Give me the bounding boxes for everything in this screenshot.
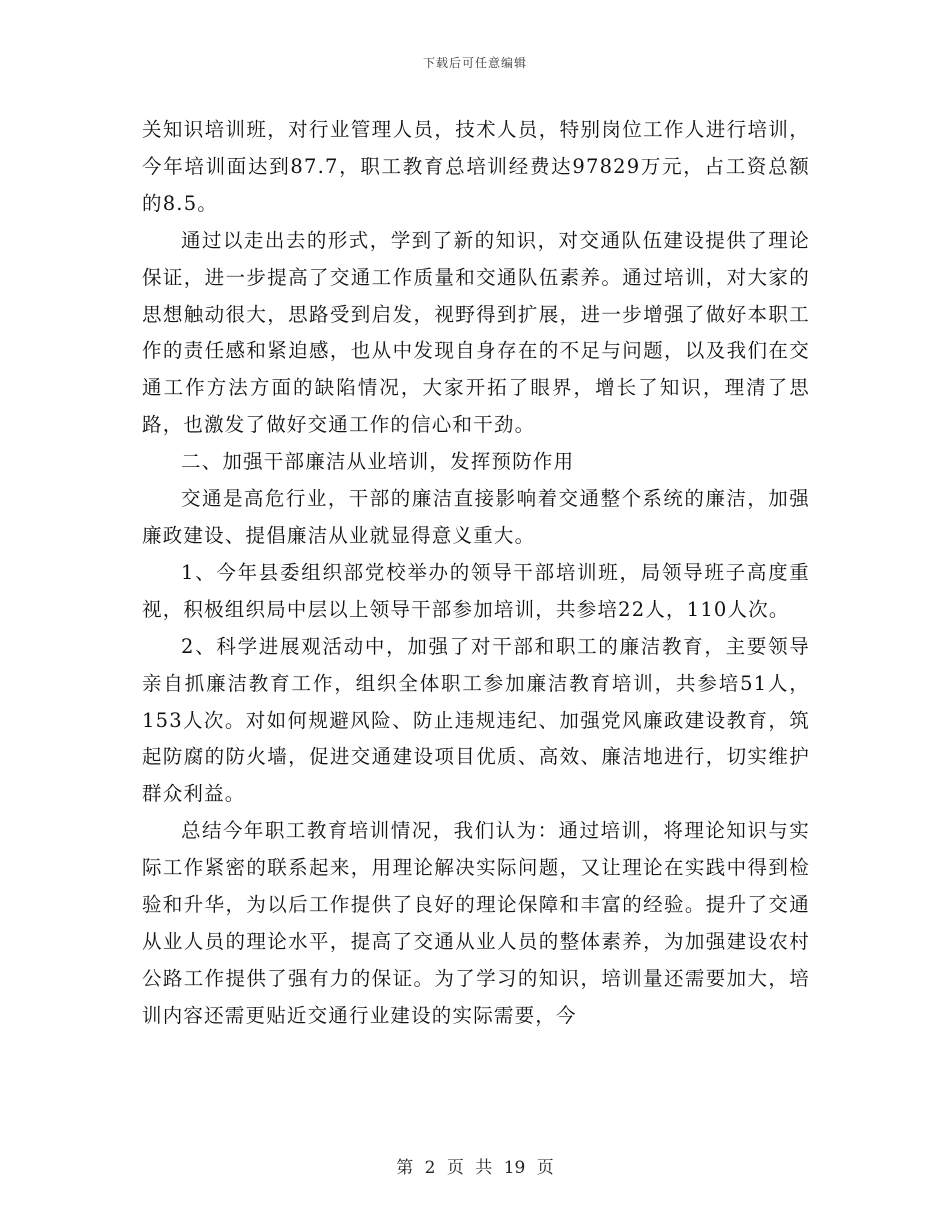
- paragraph-item-1: 1、今年县委组织部党校举办的领导干部培训班，局领导班子高度重视，积极组织局中层以上领导干部参加培训，共参培22人，110人次。: [142, 560, 810, 621]
- paragraph-continuation: 关知识培训班，对行业管理人员，技术人员，特别岗位工作人进行培训，今年培训面达到87.7，职工教育总培训经费达97829万元，占工资总额的8.5。: [142, 118, 810, 215]
- page-header: 下载后可任意编辑: [422, 56, 527, 70]
- page-number-footer: 第 2 页 共 19 页: [396, 1158, 554, 1178]
- paragraph-summary: 总结今年职工教育培训情况，我们认为：通过培训，将理论知识与实际工作紧密的联系起来，用理论解决实际问题，又让理论在实践中得到检验和升华，为以后工作提供了良好的理论保障和丰富的经验。提升了交通从业人员的理论水平，提高了交通从业人员的整体素养，为加强建设农村公路工作提供了强有力的保证。为了学习的知识，培训量还需要加大，培训内容还需更贴近交通行业建设的实际需要，今: [142, 819, 810, 1027]
- paragraph-integrity-intro: 交通是高危行业，干部的廉洁直接影响着交通整个系统的廉洁，加强廉政建设、提倡廉洁从业就显得意义重大。: [142, 487, 810, 547]
- paragraph-training-outcome: 通过以走出去的形式，学到了新的知识，对交通队伍建设提供了理论保证，进一步提高了交通工作质量和交通队伍素养。通过培训，对大家的思想触动很大，思路受到启发，视野得到扩展，进一步增强了做好本职工作的责任感和紧迫感，也从中发现自身存在的不足与问题，以及我们在交通工作方法方面的缺陷情况，大家开拓了眼界，增长了知识，理清了思路，也激发了做好交通工作的信心和干劲。: [142, 228, 810, 437]
- document-body: [142, 112, 810, 1035]
- paragraph-item-2: 2、科学进展观活动中，加强了对干部和职工的廉洁教育，主要领导亲自抓廉洁教育工作，组织全体职工参加廉洁教育培训，共参培51人，153人次。对如何规避风险、防止违规违纪、加强党风廉政建设教育，筑起防腐的防火墙，促进交通建设项目优质、高效、廉洁地进行，切实维护群众利益。: [142, 634, 810, 806]
- section-heading-integrity-training: 二、加强干部廉洁从业培训，发挥预防作用: [181, 450, 575, 474]
